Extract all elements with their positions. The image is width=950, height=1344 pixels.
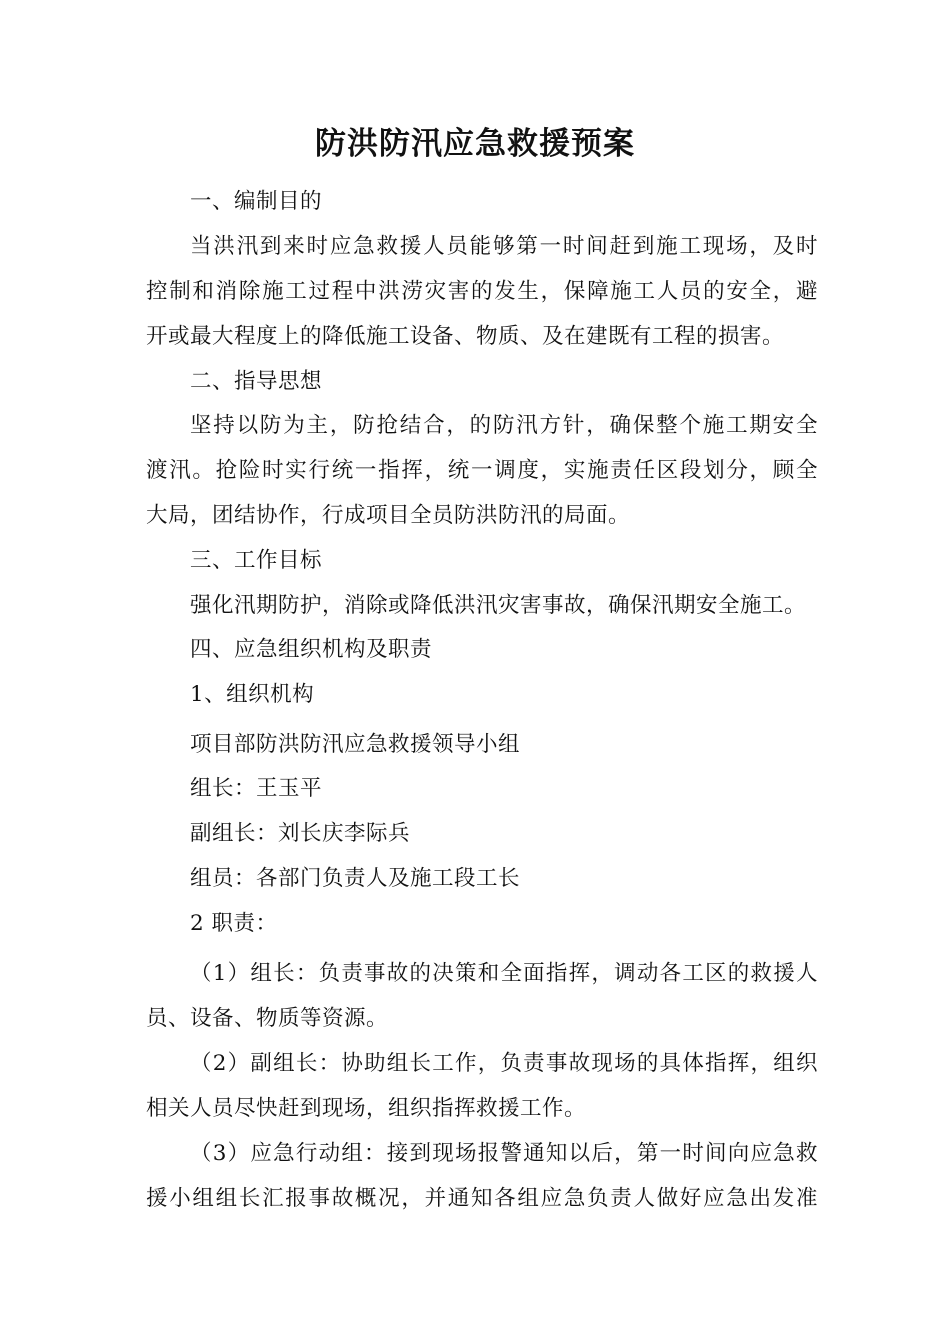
paragraph-line: 相关人员尽快赶到现场，组织指挥救援工作。 [146, 1096, 587, 1121]
section-heading-guidance: 二、指导思想 [190, 369, 323, 394]
subheading-organization: 1、组织机构 [190, 682, 315, 707]
paragraph-line: （2）副组长：协助组长工作，负责事故现场的具体指挥，组织 [190, 1051, 818, 1076]
document-title: 防洪防汛应急救援预案 [315, 126, 635, 162]
paragraph-line: 援小组组长汇报事故概况，并通知各组应急负责人做好应急出发准 [146, 1186, 818, 1211]
org-deputy: 副组长：刘长庆李际兵 [190, 821, 411, 846]
paragraph-line: 强化汛期防护，消除或降低洪汛灾害事故，确保汛期安全施工。 [190, 593, 807, 618]
paragraph-line: 坚持以防为主，防抢结合，的防汛方针，确保整个施工期安全 [190, 413, 818, 438]
paragraph-line: 大局，团结协作，行成项目全员防洪防汛的局面。 [146, 503, 631, 528]
paragraph-line: 当洪汛到来时应急救援人员能够第一时间赶到施工现场，及时 [190, 234, 818, 259]
paragraph-line: （3）应急行动组：接到现场报警通知以后，第一时间向应急救 [190, 1141, 818, 1166]
paragraph-line: 员、设备、物质等资源。 [146, 1006, 389, 1031]
paragraph-line: 开或最大程度上的降低施工设备、物质、及在建既有工程的损害。 [146, 324, 785, 349]
paragraph-line: 控制和消除施工过程中洪涝灾害的发生，保障施工人员的安全，避 [146, 279, 818, 304]
paragraph-line: （1）组长：负责事故的决策和全面指挥，调动各工区的救援人 [190, 961, 818, 986]
org-leader: 组长：王玉平 [190, 776, 323, 801]
section-heading-goal: 三、工作目标 [190, 548, 323, 573]
section-heading-organization: 四、应急组织机构及职责 [190, 637, 433, 662]
paragraph-line: 渡汛。抢险时实行统一指挥，统一调度，实施责任区段划分，顾全 [146, 458, 818, 483]
section-heading-purpose: 一、编制目的 [190, 189, 323, 214]
org-members: 组员：各部门负责人及施工段工长 [190, 866, 521, 891]
subheading-duties: 2 职责： [190, 911, 278, 936]
org-group-name: 项目部防洪防汛应急救援领导小组 [190, 732, 521, 757]
